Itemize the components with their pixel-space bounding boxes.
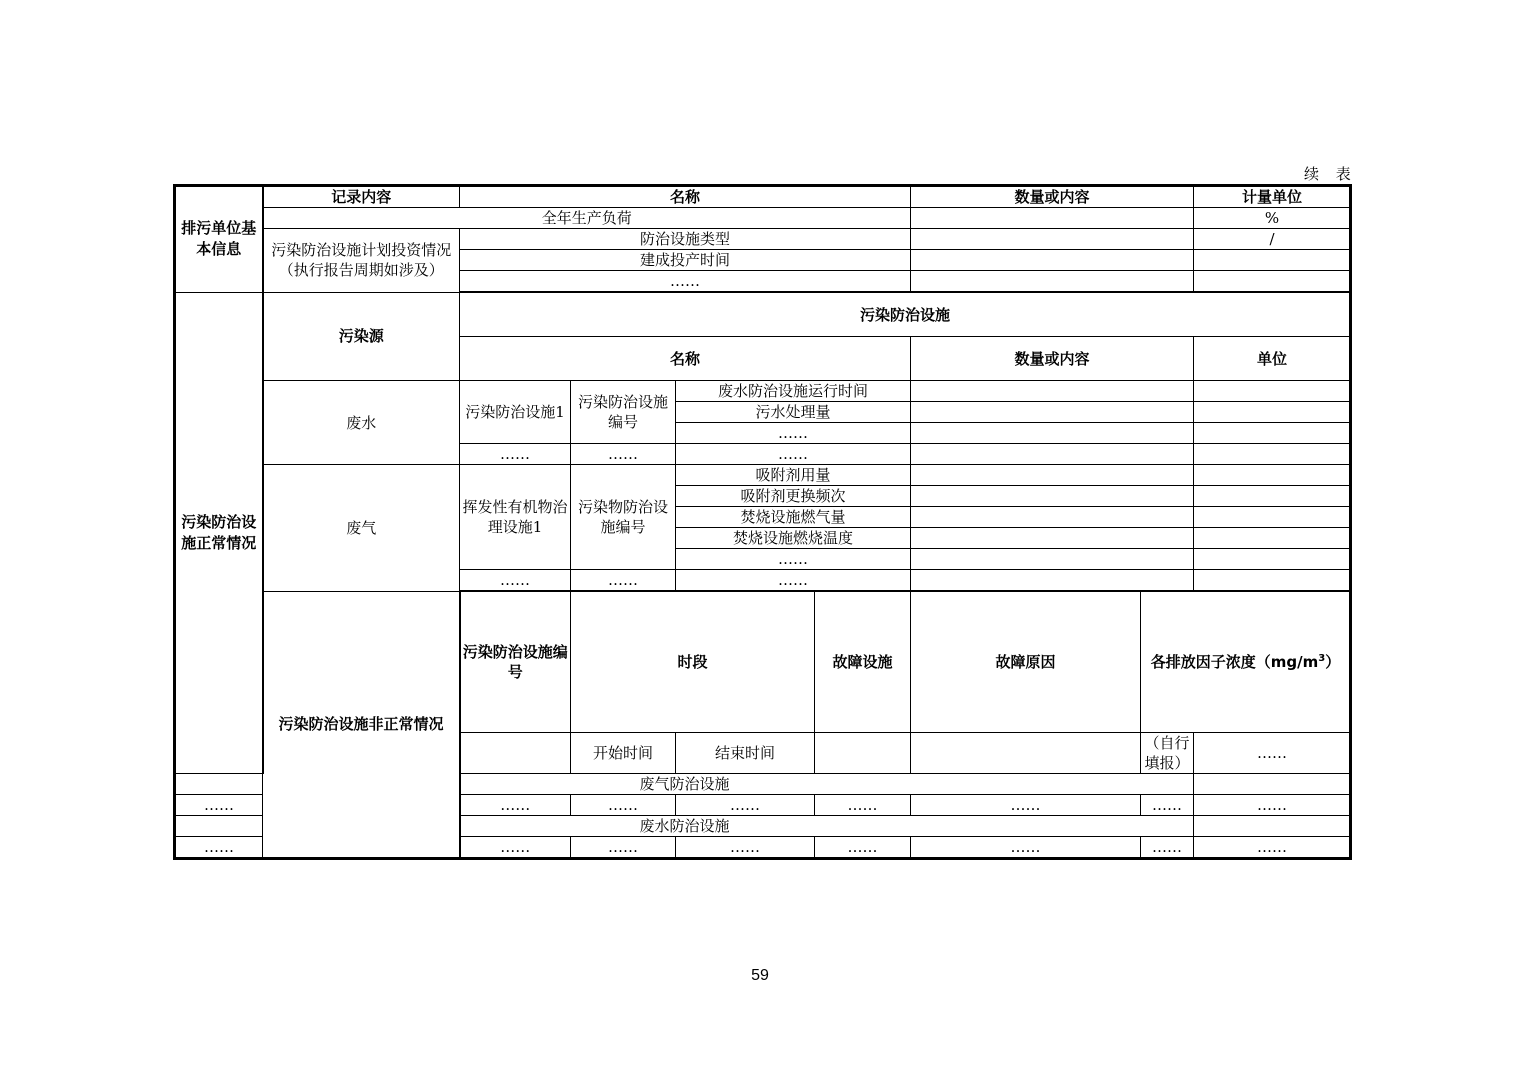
cell-build-time-qty xyxy=(911,250,1194,271)
gas-item: 吸附剂更换频次 xyxy=(676,486,911,507)
gas-item: …… xyxy=(676,549,911,570)
ellipsis-cell: …… xyxy=(911,836,1141,858)
source-wastewater: 废水 xyxy=(263,381,460,465)
ellipsis-cell: …… xyxy=(1141,794,1194,815)
header-facility-name: 名称 xyxy=(460,337,911,381)
cell-empty xyxy=(1194,549,1351,570)
header-facility-id: 污染防治设施编号 xyxy=(460,591,571,732)
header-facility-unit: 单位 xyxy=(1194,337,1351,381)
header-concentration xyxy=(1141,591,1351,732)
cell-empty xyxy=(911,381,1194,402)
ellipsis-cell: …… xyxy=(1194,732,1351,773)
ellipsis-cell: …… xyxy=(571,444,676,465)
cell-unit-slash: / xyxy=(1194,229,1351,250)
cell-empty xyxy=(1194,486,1351,507)
ellipsis-cell: …… xyxy=(460,836,571,858)
cell-unit-percent: % xyxy=(1194,208,1351,229)
section-basic-info-title: 排污单位基本信息 xyxy=(175,186,263,293)
cell-empty xyxy=(1194,570,1351,592)
cell-empty xyxy=(1194,402,1351,423)
cell-empty xyxy=(1194,528,1351,549)
header-record-content: 记录内容 xyxy=(263,186,460,208)
ellipsis-cell: …… xyxy=(815,836,911,858)
cell-empty xyxy=(911,507,1194,528)
gas-item: 吸附剂用量 xyxy=(676,465,911,486)
cell-empty xyxy=(911,732,1141,773)
ellipsis-cell: …… xyxy=(175,836,263,858)
header-pollution-facility: 污染防治设施 xyxy=(460,292,1351,337)
cell-empty xyxy=(911,423,1194,444)
ellipsis-cell: …… xyxy=(676,794,815,815)
ellipsis-cell: …… xyxy=(676,836,815,858)
cell-empty xyxy=(911,465,1194,486)
ellipsis-cell: …… xyxy=(571,570,676,592)
cell-empty xyxy=(911,528,1194,549)
header-unit: 计量单位 xyxy=(1194,186,1351,208)
page-number: 59 xyxy=(751,967,769,984)
header-name: 名称 xyxy=(460,186,911,208)
section-abnormal-title: 污染防治设施非正常情况 xyxy=(263,591,460,858)
self-fill-label: （自行填报） xyxy=(1141,732,1194,773)
header-concentration-text: 各排放因子浓度（mg/m xyxy=(1150,652,1319,671)
header-fault-reason: 故障原因 xyxy=(911,591,1141,732)
ellipsis-cell: …… xyxy=(460,570,571,592)
source-waste-gas: 废气 xyxy=(263,465,460,592)
ww-item: 废水防治设施运行时间 xyxy=(676,381,911,402)
ellipsis-cell: …… xyxy=(460,271,911,293)
gas-facility-id-label: 污染物防治设施编号 xyxy=(571,465,676,570)
section-normal-title: 污染防治设施正常情况 xyxy=(175,292,263,773)
start-time-label: 开始时间 xyxy=(571,732,676,773)
header-concentration-end: ） xyxy=(1325,652,1341,671)
ww-facility-id-label: 污染防治设施编号 xyxy=(571,381,676,444)
ellipsis-cell: …… xyxy=(911,794,1141,815)
ellipsis-cell: …… xyxy=(460,794,571,815)
facility-type-label: 防治设施类型 xyxy=(460,229,911,250)
build-time-label: 建成投产时间 xyxy=(460,250,911,271)
cell-empty xyxy=(911,549,1194,570)
cell-empty xyxy=(911,570,1194,592)
plan-invest-label: 污染防治设施计划投资情况（执行报告周期如涉及） xyxy=(263,229,460,293)
cell-empty xyxy=(911,486,1194,507)
ellipsis-cell: …… xyxy=(815,794,911,815)
end-time-label: 结束时间 xyxy=(676,732,815,773)
ellipsis-cell: …… xyxy=(1194,836,1351,858)
cell-empty xyxy=(460,732,571,773)
cell-empty xyxy=(1194,444,1351,465)
water-facility-row: 废水防治设施 xyxy=(175,815,1194,836)
header-concentration-sup: 3 xyxy=(1318,652,1326,664)
ellipsis-cell: …… xyxy=(676,570,911,592)
ellipsis-cell: …… xyxy=(460,444,571,465)
cell-empty xyxy=(815,732,911,773)
cell-empty xyxy=(1194,423,1351,444)
ww-item: …… xyxy=(676,423,911,444)
cell-build-time-unit xyxy=(1194,250,1351,271)
header-facility-qty: 数量或内容 xyxy=(911,337,1194,381)
ellipsis-cell: …… xyxy=(1141,836,1194,858)
ww-item: 污水处理量 xyxy=(676,402,911,423)
cell-empty xyxy=(1194,271,1351,293)
cell-full-load-qty xyxy=(911,208,1194,229)
gas-facility-row: 废气防治设施 xyxy=(175,773,1194,794)
ellipsis-cell: …… xyxy=(676,444,911,465)
row-full-load: 全年生产负荷 xyxy=(263,208,911,229)
header-period: 时段 xyxy=(571,591,815,732)
ellipsis-cell: …… xyxy=(571,794,676,815)
gas-item: 焚烧设施燃烧温度 xyxy=(676,528,911,549)
cell-empty xyxy=(1194,465,1351,486)
ellipsis-cell: …… xyxy=(1194,794,1351,815)
gas-facility-label: 挥发性有机物治理设施1 xyxy=(460,465,571,570)
continued-label: 续 表 xyxy=(1304,165,1357,183)
header-fault-facility: 故障设施 xyxy=(815,591,911,732)
record-table xyxy=(173,184,1352,860)
ww-facility-label: 污染防治设施1 xyxy=(460,381,571,444)
header-pollution-source: 污染源 xyxy=(263,292,460,381)
ellipsis-cell: …… xyxy=(571,836,676,858)
cell-facility-type-qty xyxy=(911,229,1194,250)
cell-empty xyxy=(911,444,1194,465)
gas-item: 焚烧设施燃气量 xyxy=(676,507,911,528)
ellipsis-cell: …… xyxy=(175,794,263,815)
cell-empty xyxy=(911,271,1194,293)
cell-empty xyxy=(1194,507,1351,528)
header-quantity: 数量或内容 xyxy=(911,186,1194,208)
cell-empty xyxy=(1194,381,1351,402)
cell-empty xyxy=(911,402,1194,423)
